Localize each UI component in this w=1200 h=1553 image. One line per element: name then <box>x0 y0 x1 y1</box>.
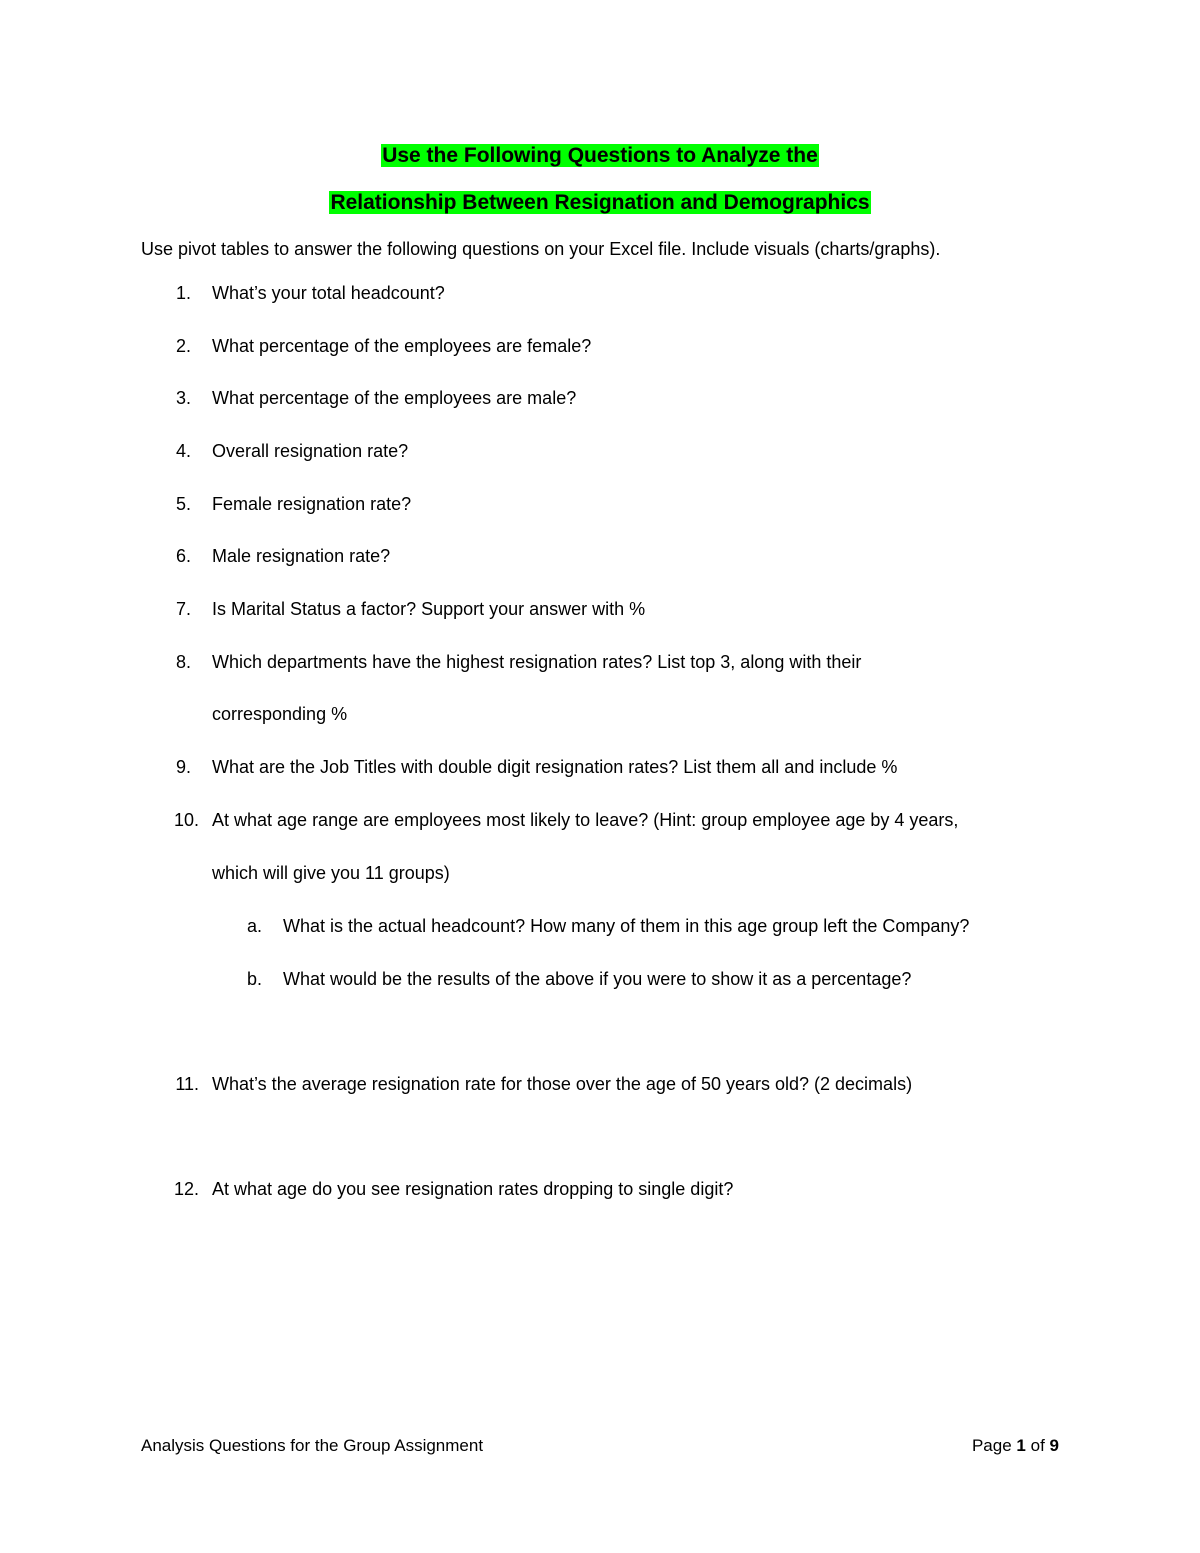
question-text: At what age do you see resignation rates dropping to single digit? <box>212 1179 734 1199</box>
question-text: What percentage of the employees are female? <box>212 336 592 356</box>
question-text: Male resignation rate? <box>212 546 391 566</box>
page-current: 1 <box>1016 1436 1026 1455</box>
heading-line-2 <box>0 190 1200 216</box>
intro-text: Use pivot tables to answer the following questions on your Excel file. Include visuals (charts/graphs). <box>141 239 941 259</box>
question-text: What’s your total headcount? <box>212 283 445 303</box>
heading-line-2-text: Relationship Between Resignation and Demographics <box>330 191 870 214</box>
question-text: Female resignation rate? <box>212 494 412 514</box>
question-text: Overall resignation rate? <box>212 441 409 461</box>
question-number: 1. <box>175 283 191 303</box>
question-text: What percentage of the employees are male? <box>212 388 577 408</box>
question-text: Which departments have the highest resignation rates? List top 3, along with their <box>212 652 862 672</box>
question-number: 6. <box>175 546 191 566</box>
question-10-continuation: which will give you 11 groups) <box>212 863 450 883</box>
subquestion-letter: a. <box>246 916 262 936</box>
question-number: 10. <box>173 810 199 830</box>
question-number: 7. <box>175 599 191 619</box>
question-number: 5. <box>175 494 191 514</box>
question-number: 3. <box>175 388 191 408</box>
subquestion-text: What is the actual headcount? How many of them in this age group left the Company? <box>283 916 970 936</box>
question-number: 12. <box>173 1179 199 1199</box>
question-number: 11. <box>175 1074 199 1094</box>
question-text: What’s the average resignation rate for those over the age of 50 years old? (2 decimals) <box>212 1074 913 1094</box>
subquestion-letter: b. <box>246 969 262 989</box>
footer-title: Analysis Questions for the Group Assignment <box>141 1436 484 1455</box>
question-number: 8. <box>175 652 191 672</box>
page-number <box>972 1435 1059 1457</box>
question-text: At what age range are employees most likely to leave? (Hint: group employee age by 4 years, <box>212 810 959 830</box>
subquestion-text: What would be the results of the above if you were to show it as a percentage? <box>283 969 912 989</box>
question-text: Is Marital Status a factor? Support your answer with % <box>212 599 646 619</box>
question-number: 2. <box>175 336 191 356</box>
page-total: 9 <box>1049 1436 1059 1455</box>
question-8-continuation: corresponding % <box>212 704 348 724</box>
question-number: 9. <box>175 757 191 777</box>
question-text: What are the Job Titles with double digit resignation rates? List them all and include % <box>212 757 898 777</box>
heading-line-1-text: Use the Following Questions to Analyze the <box>382 144 818 167</box>
heading-line-1 <box>0 143 1200 169</box>
page-word: Page <box>971 1436 1012 1455</box>
of-word: of <box>1030 1436 1045 1455</box>
question-number: 4. <box>175 441 191 461</box>
